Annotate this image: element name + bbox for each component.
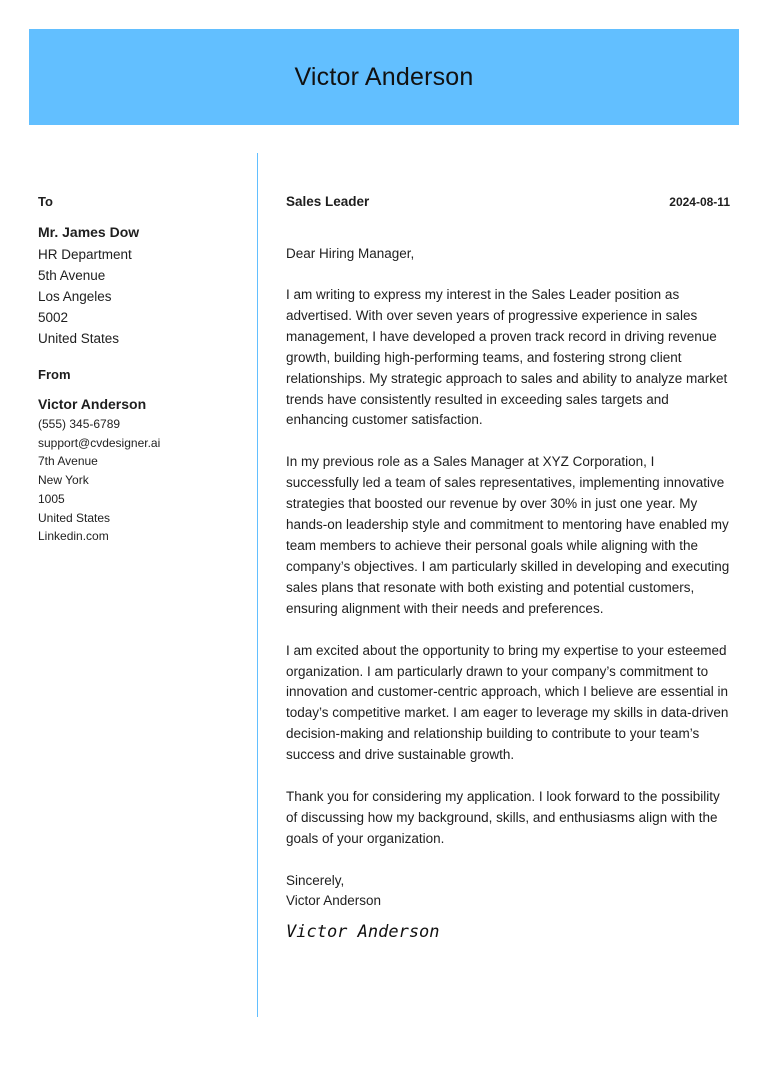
letter-date: 2024-08-11 xyxy=(669,195,730,209)
sender-city: New York xyxy=(38,473,89,488)
sender-postal-code: 1005 xyxy=(38,491,65,506)
recipient-postal-code: 5002 xyxy=(38,310,69,325)
sender-street: 7th Avenue xyxy=(38,454,98,469)
salutation: Dear Hiring Manager, xyxy=(286,246,415,261)
sender-phone: (555) 345-6789 xyxy=(38,417,121,431)
sender-email: support@cvdesigner.ai xyxy=(38,435,161,450)
position-title: Sales Leader xyxy=(286,194,370,209)
sender-section-title: From xyxy=(38,367,71,382)
sender-country: United States xyxy=(38,510,111,525)
paragraph-2: In my previous role as a Sales Manager at XYZ Corporation, I successfully led a team of sales representatives, implementing innovative strategies that boosted our revenue by over 30% in just one year. My hands-on leadership style and commitment to mentoring have enabled my team members to achieve their personal goals while aligning with the company’s objectives. I am particularly skilled in developing and executing sales plans that resonate with both existing and potential customers, ensuring alignment with their needs and preferences. xyxy=(286,454,730,616)
paragraph-3: I am excited about the opportunity to bring my expertise to your esteemed organization. I am particularly drawn to your company’s commitment to innovation and customer-centric approach, which I believe are essential in today’s competitive market. I am eager to leverage my skills in data-driven decision-making and relationship building to contribute to your team’s success and drive sustainable growth. xyxy=(286,642,729,763)
recipient-section-title: To xyxy=(38,194,53,209)
letter-meta-row xyxy=(286,194,730,212)
recipient-city: Los Angeles xyxy=(38,289,112,304)
header-banner xyxy=(29,29,739,125)
closing-block xyxy=(286,871,730,912)
page-title: Victor Anderson xyxy=(294,62,474,91)
recipient-department: HR Department xyxy=(38,247,132,262)
recipient-name: Mr. James Dow xyxy=(38,224,140,240)
closing-phrase: Sincerely, xyxy=(286,872,345,888)
recipient-street: 5th Avenue xyxy=(38,268,106,283)
closing-name: Victor Anderson xyxy=(286,893,382,909)
sidebar xyxy=(38,194,248,546)
column-divider xyxy=(257,153,258,1017)
sender-name: Victor Anderson xyxy=(38,396,147,412)
letter-body xyxy=(286,194,730,943)
sender-linkedin: Linkedin.com xyxy=(38,529,109,544)
paragraph-4: Thank you for considering my application. I look forward to the possibility of discussing how my background, skills, and enthusiasms align with the goals of your organization. xyxy=(286,789,720,846)
paragraph-1: I am writing to express my interest in the Sales Leader position as advertised. With over seven years of progressive experience in sales management, I have developed a proven track record in driving revenue growth, building high-performing teams, and fostering strong client relationships. My strategic approach to sales and ability to analyze market trends have consistently resulted in exceeding sales targets and enhancing customer satisfaction. xyxy=(286,287,728,428)
signature: Victor Anderson xyxy=(286,921,440,942)
recipient-country: United States xyxy=(38,331,120,346)
